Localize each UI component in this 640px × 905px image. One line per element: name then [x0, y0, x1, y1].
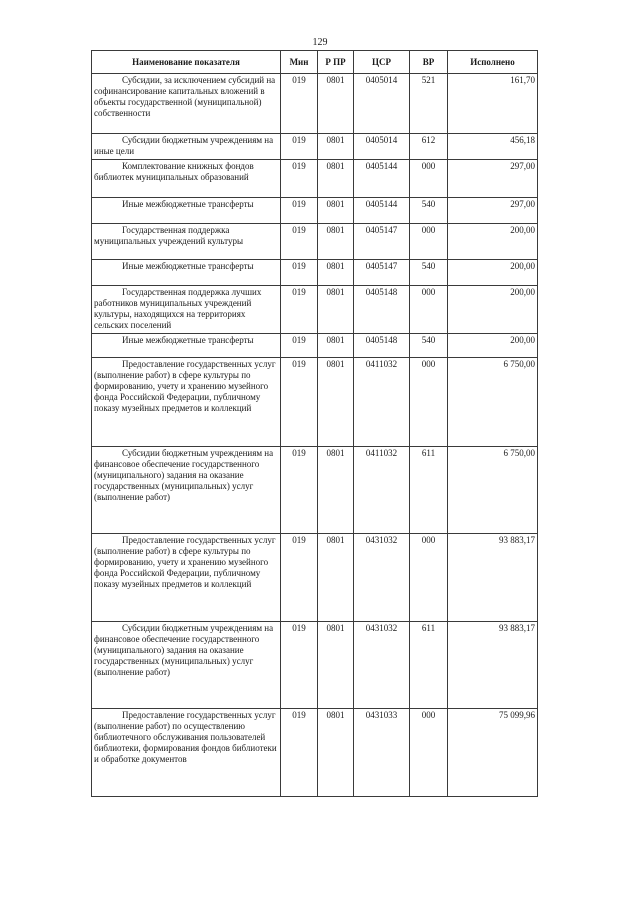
- cell-csr: 0405148: [354, 334, 410, 358]
- cell-vr: 611: [410, 622, 448, 709]
- cell-rpr: 0801: [318, 198, 354, 224]
- cell-vr: 000: [410, 709, 448, 797]
- cell-amount: 6 750,00: [448, 447, 538, 534]
- table-row: [92, 260, 538, 286]
- cell-amount: 200,00: [448, 224, 538, 260]
- cell-rpr: 0801: [318, 358, 354, 447]
- cell-csr: 0405014: [354, 74, 410, 134]
- cell-rpr: 0801: [318, 224, 354, 260]
- cell-vr: 000: [410, 224, 448, 260]
- cell-csr: 0405144: [354, 198, 410, 224]
- cell-name: Иные межбюджетные трансферты: [92, 334, 281, 358]
- table-row: [92, 358, 538, 447]
- table-row: [92, 160, 538, 198]
- cell-amount: 297,00: [448, 198, 538, 224]
- table-row: [92, 334, 538, 358]
- page-number: 129: [312, 37, 328, 48]
- cell-csr: 0405144: [354, 160, 410, 198]
- cell-vr: 540: [410, 198, 448, 224]
- cell-csr: 0411032: [354, 447, 410, 534]
- header-csr: ЦСР: [354, 51, 410, 74]
- cell-rpr: 0801: [318, 74, 354, 134]
- table-row: [92, 198, 538, 224]
- cell-name: Субсидии бюджетным учреждениям на финансовое обеспечение государственного (муниципального) задания на оказание государственных (муниципальных) услуг (выполнение работ): [92, 622, 281, 709]
- cell-name: Предоставление государственных услуг (выполнение работ) по осуществлению библиотечного обслуживания пользователей библиотеки, формирования фондов библиотеки и обработке документов: [92, 709, 281, 797]
- cell-min: 019: [281, 198, 318, 224]
- table-row: [92, 224, 538, 260]
- cell-min: 019: [281, 134, 318, 160]
- cell-name: Комплектование книжных фондов библиотек муниципальных образований: [92, 160, 281, 198]
- cell-csr: 0431032: [354, 622, 410, 709]
- table-row: [92, 134, 538, 160]
- cell-rpr: 0801: [318, 334, 354, 358]
- header-min: Мин: [281, 51, 318, 74]
- cell-csr: 0405147: [354, 224, 410, 260]
- header-name: Наименование показателя: [92, 51, 281, 74]
- cell-amount: 93 883,17: [448, 534, 538, 622]
- cell-min: 019: [281, 286, 318, 334]
- cell-amount: 456,18: [448, 134, 538, 160]
- table-row: [92, 447, 538, 534]
- cell-min: 019: [281, 534, 318, 622]
- cell-rpr: 0801: [318, 534, 354, 622]
- cell-name: Государственная поддержка лучших работников муниципальных учреждений культуры, находящихся на территориях сельских поселений: [92, 286, 281, 334]
- cell-rpr: 0801: [318, 260, 354, 286]
- table-row: [92, 534, 538, 622]
- cell-vr: 000: [410, 286, 448, 334]
- cell-rpr: 0801: [318, 709, 354, 797]
- cell-min: 019: [281, 260, 318, 286]
- cell-min: 019: [281, 358, 318, 447]
- cell-vr: 611: [410, 447, 448, 534]
- table-row: [92, 286, 538, 334]
- cell-name: Субсидии бюджетным учреждениям на финансовое обеспечение государственного (муниципального) задания на оказание государственных (муниципальных) услуг (выполнение работ): [92, 447, 281, 534]
- cell-csr: 0431033: [354, 709, 410, 797]
- table-row: [92, 622, 538, 709]
- cell-name: Предоставление государственных услуг (выполнение работ) в сфере культуры по формированию, учету и хранению музейного фонда Российской Федерации, публичному показу музейных предметов и коллекций: [92, 534, 281, 622]
- cell-vr: 540: [410, 260, 448, 286]
- cell-csr: 0405148: [354, 286, 410, 334]
- cell-vr: 000: [410, 358, 448, 447]
- cell-csr: 0405014: [354, 134, 410, 160]
- cell-amount: 200,00: [448, 260, 538, 286]
- cell-name: Предоставление государственных услуг (выполнение работ) в сфере культуры по формированию, учету и хранению музейного фонда Российской Федерации, публичному показу музейных предметов и коллекций: [92, 358, 281, 447]
- header-vr: ВР: [410, 51, 448, 74]
- cell-amount: 200,00: [448, 334, 538, 358]
- cell-min: 019: [281, 709, 318, 797]
- cell-amount: 297,00: [448, 160, 538, 198]
- cell-min: 019: [281, 334, 318, 358]
- cell-name: Субсидии, за исключением субсидий на софинансирование капитальных вложений в объекты государственной (муниципальной) собственности: [92, 74, 281, 134]
- cell-amount: 161,70: [448, 74, 538, 134]
- header-amount: Исполнено: [448, 51, 538, 74]
- cell-amount: 93 883,17: [448, 622, 538, 709]
- cell-name: Государственная поддержка муниципальных учреждений культуры: [92, 224, 281, 260]
- table-header-row: [92, 51, 538, 74]
- cell-csr: 0405147: [354, 260, 410, 286]
- cell-rpr: 0801: [318, 622, 354, 709]
- cell-vr: 612: [410, 134, 448, 160]
- cell-vr: 000: [410, 534, 448, 622]
- cell-vr: 000: [410, 160, 448, 198]
- cell-rpr: 0801: [318, 160, 354, 198]
- cell-min: 019: [281, 447, 318, 534]
- cell-min: 019: [281, 74, 318, 134]
- cell-rpr: 0801: [318, 286, 354, 334]
- cell-vr: 521: [410, 74, 448, 134]
- cell-amount: 75 099,96: [448, 709, 538, 797]
- header-rpr: Р ПР: [318, 51, 354, 74]
- cell-min: 019: [281, 622, 318, 709]
- cell-name: Субсидии бюджетным учреждениям на иные цели: [92, 134, 281, 160]
- cell-vr: 540: [410, 334, 448, 358]
- cell-min: 019: [281, 160, 318, 198]
- cell-rpr: 0801: [318, 134, 354, 160]
- table-row: [92, 74, 538, 134]
- cell-min: 019: [281, 224, 318, 260]
- cell-amount: 200,00: [448, 286, 538, 334]
- cell-amount: 6 750,00: [448, 358, 538, 447]
- cell-csr: 0431032: [354, 534, 410, 622]
- budget-table: [91, 50, 538, 797]
- cell-name: Иные межбюджетные трансферты: [92, 260, 281, 286]
- cell-name: Иные межбюджетные трансферты: [92, 198, 281, 224]
- cell-rpr: 0801: [318, 447, 354, 534]
- table-row: [92, 709, 538, 797]
- cell-csr: 0411032: [354, 358, 410, 447]
